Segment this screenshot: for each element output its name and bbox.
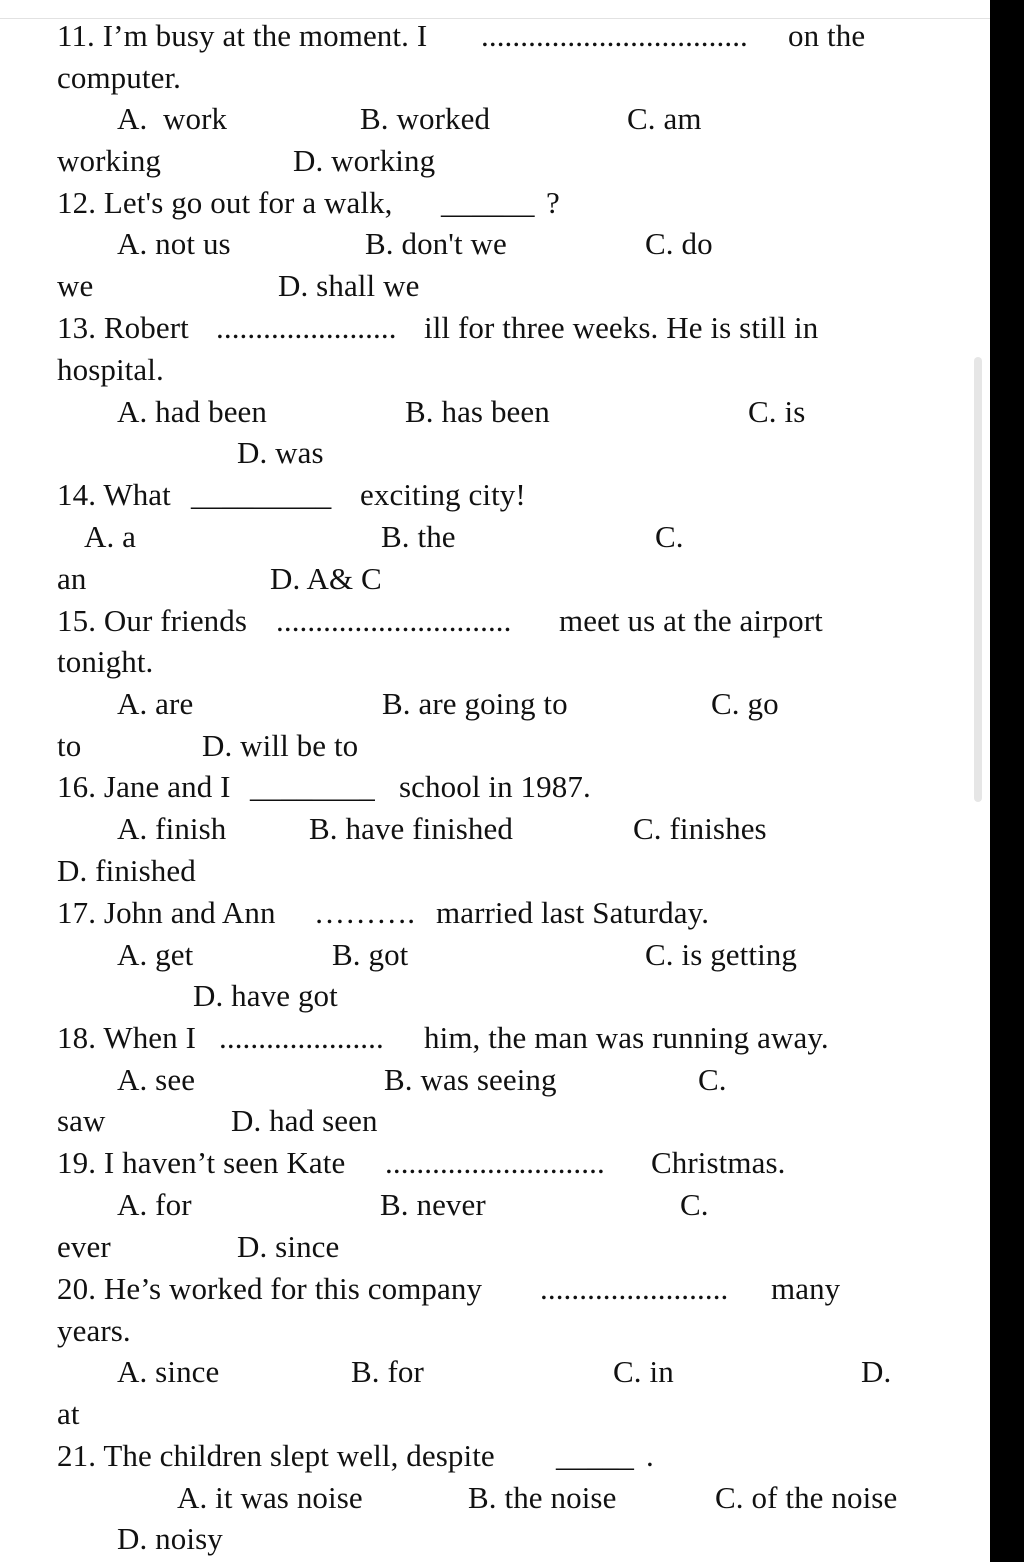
q13-option-c: C. is xyxy=(748,394,806,429)
q19-option-c-wrap: ever xyxy=(57,1229,111,1264)
q18-option-a: A. see xyxy=(117,1062,196,1097)
q17-blank: ………. xyxy=(314,895,416,930)
q15-option-c: C. go xyxy=(711,686,779,721)
q14-suffix: exciting city! xyxy=(360,477,526,512)
q15-option-b: B. are going to xyxy=(382,686,568,721)
q14-option-c-wrap: an xyxy=(57,561,87,596)
q20-option-c: C. in xyxy=(613,1354,674,1389)
q20-continuation: years. xyxy=(57,1313,131,1348)
q20-option-a: A. since xyxy=(117,1354,220,1389)
q12-option-a: A. not us xyxy=(117,226,231,261)
q15-blank: .............................. xyxy=(276,603,512,638)
q19-option-b: B. never xyxy=(380,1187,486,1222)
q16-prefix: 16. Jane and I xyxy=(57,769,231,804)
scrollbar-thumb[interactable] xyxy=(974,357,982,802)
q15-continuation: tonight. xyxy=(57,644,154,679)
q15-option-c-wrap: to xyxy=(57,728,82,763)
q16-option-a: A. finish xyxy=(117,811,227,846)
q11-option-a: A. work xyxy=(117,101,228,136)
q13-option-b: B. has been xyxy=(405,394,550,429)
q17-option-b: B. got xyxy=(332,937,409,972)
q18-option-c: C. xyxy=(698,1062,727,1097)
q11-option-c-wrap: working xyxy=(57,143,162,178)
q18-blank: ..................... xyxy=(219,1020,384,1055)
q18-option-b: B. was seeing xyxy=(384,1062,557,1097)
q15-option-a: A. are xyxy=(117,686,194,721)
q15-suffix: meet us at the airport xyxy=(559,603,823,638)
q13-option-d: D. was xyxy=(237,435,324,470)
q14-prefix: 14. What xyxy=(57,477,171,512)
q19-suffix: Christmas. xyxy=(651,1145,786,1180)
q12-blank: ______ xyxy=(441,185,535,220)
q21-option-d: D. noisy xyxy=(117,1521,223,1556)
q13-option-a: A. had been xyxy=(117,394,268,429)
q12-option-d: D. shall we xyxy=(278,268,420,303)
q18-option-c-wrap: saw xyxy=(57,1103,106,1138)
q21-blank: _____ xyxy=(556,1438,634,1473)
q11-suffix: on the xyxy=(788,18,866,53)
q20-suffix: many xyxy=(771,1271,841,1306)
q15-option-d: D. will be to xyxy=(202,728,359,763)
q16-option-d: D. finished xyxy=(57,853,196,888)
q14-option-d: D. A& C xyxy=(270,561,382,596)
q17-option-a: A. get xyxy=(117,937,194,972)
q21-suffix: . xyxy=(646,1438,654,1473)
q17-prefix: 17. John and Ann xyxy=(57,895,276,930)
q11-prefix: 11. I’m busy at the moment. I xyxy=(57,18,428,53)
q20-option-d-wrap: at xyxy=(57,1396,80,1431)
q11-option-d: D. working xyxy=(293,143,436,178)
q11-option-b: B. worked xyxy=(360,101,491,136)
q20-option-b: B. for xyxy=(351,1354,424,1389)
q14-blank: _________ xyxy=(191,477,332,512)
q19-prefix: 19. I haven’t seen Kate xyxy=(57,1145,346,1180)
q12-option-b: B. don't we xyxy=(365,226,507,261)
q12-option-c-wrap: we xyxy=(57,268,94,303)
q12-prefix: 12. Let's go out for a walk, xyxy=(57,185,393,220)
q16-option-b: B. have finished xyxy=(309,811,513,846)
q17-suffix: married last Saturday. xyxy=(436,895,710,930)
q19-option-a: A. for xyxy=(117,1187,192,1222)
q21-option-c: C. of the noise xyxy=(715,1480,898,1515)
q21-option-a: A. it was noise xyxy=(177,1480,363,1515)
window-edge xyxy=(990,0,1024,1562)
q14-option-b: B. the xyxy=(381,519,456,554)
q14-option-c: C. xyxy=(655,519,684,554)
q12-option-c: C. do xyxy=(645,226,713,261)
q19-option-d: D. since xyxy=(237,1229,340,1264)
q11-option-c: C. am xyxy=(627,101,702,136)
q13-continuation: hospital. xyxy=(57,352,164,387)
q13-prefix: 13. Robert xyxy=(57,310,189,345)
q20-prefix: 20. He’s worked for this company xyxy=(57,1271,483,1306)
q21-prefix: 21. The children slept well, despite xyxy=(57,1438,495,1473)
q11-continuation: computer. xyxy=(57,60,182,95)
q13-suffix: ill for three weeks. He is still in xyxy=(424,310,819,345)
q18-suffix: him, the man was running away. xyxy=(424,1020,829,1055)
q11-blank: .................................. xyxy=(481,18,748,53)
q16-suffix: school in 1987. xyxy=(399,769,591,804)
q19-option-c: C. xyxy=(680,1187,709,1222)
q20-option-d: D. xyxy=(861,1354,892,1389)
q13-blank: ....................... xyxy=(216,310,397,345)
q16-blank: ________ xyxy=(250,769,375,804)
q16-option-c: C. finishes xyxy=(633,811,767,846)
q20-blank: ........................ xyxy=(540,1271,729,1306)
q15-prefix: 15. Our friends xyxy=(57,603,248,638)
q14-option-a: A. a xyxy=(84,519,137,554)
q12-suffix: ? xyxy=(546,185,560,220)
q17-option-d: D. have got xyxy=(193,978,338,1013)
q19-blank: ............................ xyxy=(385,1145,605,1180)
q21-option-b: B. the noise xyxy=(468,1480,617,1515)
q18-option-d: D. had seen xyxy=(231,1103,378,1138)
q18-prefix: 18. When I xyxy=(57,1020,197,1055)
q17-option-c: C. is getting xyxy=(645,937,798,972)
